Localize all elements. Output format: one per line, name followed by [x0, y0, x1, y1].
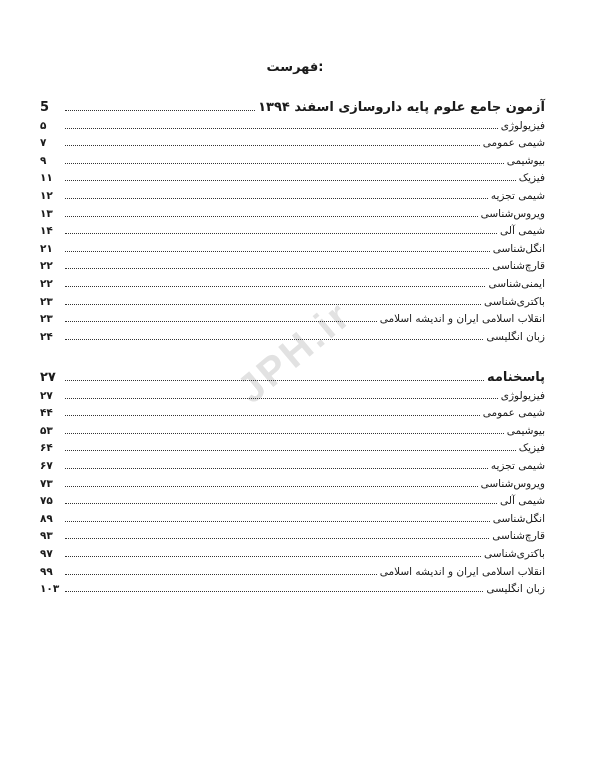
toc-entry-label: انقلاب اسلامی ایران و اندیشه اسلامی: [379, 313, 545, 326]
toc-entry-page: ۱۱: [40, 172, 53, 185]
toc-list: [40, 114, 545, 343]
toc-entry: [40, 419, 545, 437]
toc-entry-page: ۱۰۳: [40, 583, 60, 596]
dot-leader: [65, 163, 504, 164]
dot-leader: [65, 503, 497, 504]
dot-leader: [65, 145, 480, 146]
toc-entry-page: ۲۱: [40, 242, 53, 255]
toc-entry: [40, 149, 545, 167]
toc-entry: [40, 525, 545, 543]
toc-entry: [40, 437, 545, 455]
toc-entry-label: ویروس‌شناسی: [480, 477, 545, 490]
toc-entry: [40, 114, 545, 132]
toc-entry-label: باکتری‌شناسی: [483, 547, 545, 560]
toc-entry: [40, 255, 545, 273]
toc-entry-label: انگل‌شناسی: [492, 512, 545, 525]
toc-entry-page: ۲۳: [40, 295, 53, 308]
dot-leader: [65, 538, 489, 539]
toc-entry-page: ۲۲: [40, 277, 53, 290]
toc-entry-label: بیوشیمی: [506, 424, 545, 437]
dot-leader: [65, 450, 516, 451]
toc-entry-page: ۵۳: [40, 424, 53, 437]
toc-entry-label: باکتری‌شناسی: [483, 295, 545, 308]
toc-heading-page: 5: [40, 100, 50, 115]
dot-leader: [65, 433, 504, 434]
toc-entry-label: زبان انگلیسی: [486, 583, 545, 596]
toc-entry: [40, 167, 545, 185]
toc-entry: [40, 132, 545, 150]
dot-leader: [65, 486, 478, 487]
toc-entry-label: شیمی عمومی: [482, 407, 545, 420]
toc-entry-label: فیزیک: [518, 442, 545, 455]
toc-entry: [40, 202, 545, 220]
dot-leader: [65, 233, 497, 234]
toc-entry-label: زبان انگلیسی: [486, 330, 545, 343]
toc-entry-label: شیمی عمومی: [482, 137, 545, 150]
toc-entry-page: ۲۳: [40, 313, 53, 326]
toc-entry: [40, 472, 545, 490]
toc-entry-label: فیزیولوژی: [500, 389, 545, 402]
dot-leader: [65, 339, 483, 340]
toc-entry-page: ۶۴: [40, 442, 53, 455]
dot-leader: [65, 251, 490, 252]
toc-entry-page: ۹۹: [40, 565, 53, 578]
dot-leader: [65, 521, 490, 522]
dot-leader: [65, 468, 488, 469]
toc-entry-label: انگل‌شناسی: [492, 242, 545, 255]
toc-entry-page: ۹: [40, 154, 47, 167]
toc-entry-page: ۴۴: [40, 407, 53, 420]
toc-entry: [40, 490, 545, 508]
dot-leader: [65, 574, 377, 575]
toc-entry-page: ۶۷: [40, 459, 53, 472]
dot-leader: [65, 216, 478, 217]
dot-leader: [65, 180, 516, 181]
toc-heading: [40, 92, 545, 114]
toc-list: [40, 384, 545, 595]
toc-entry: [40, 220, 545, 238]
toc-entry: [40, 542, 545, 560]
toc-entry-label: قارچ‌شناسی: [492, 530, 545, 543]
toc-entry-label: فیزیک: [518, 172, 545, 185]
toc-entry-page: ۹۷: [40, 547, 53, 560]
toc-entry: [40, 237, 545, 255]
toc-section-answers: [40, 362, 545, 595]
toc-entry: [40, 402, 545, 420]
dot-leader: [65, 556, 481, 557]
toc-entry: [40, 290, 545, 308]
toc-entry-label: قارچ‌شناسی: [492, 260, 545, 273]
watermark: JPH.ir: [229, 292, 360, 412]
toc-entry-page: ۲۲: [40, 260, 53, 273]
dot-leader: [65, 286, 485, 287]
toc-heading: [40, 362, 545, 384]
toc-entry-page: ۷۵: [40, 495, 53, 508]
toc-entry-page: ۷۳: [40, 477, 53, 490]
toc-heading-page: ۲۷: [40, 370, 56, 385]
toc-entry-page: ۵: [40, 119, 47, 132]
dot-leader: [65, 591, 483, 592]
dot-leader: [65, 415, 480, 416]
page-title: فهرست:: [266, 60, 324, 75]
dot-leader: [65, 128, 498, 129]
toc-entry-label: ایمنی‌شناسی: [488, 277, 545, 290]
toc-entry: [40, 578, 545, 596]
toc-entry-page: ۱۴: [40, 225, 53, 238]
toc-entry: [40, 384, 545, 402]
toc-entry: [40, 272, 545, 290]
toc-entry-label: شیمی تجزیه: [490, 459, 545, 472]
toc-entry-page: ۲۴: [40, 330, 53, 343]
dot-leader: [65, 198, 488, 199]
toc-entry: [40, 454, 545, 472]
toc-entry-label: شیمی تجزیه: [490, 189, 545, 202]
dot-leader: [65, 321, 377, 322]
toc-entry: [40, 184, 545, 202]
toc-entry-page: ۱۲: [40, 189, 53, 202]
toc-entry: [40, 507, 545, 525]
toc-entry: [40, 560, 545, 578]
toc-entry: [40, 325, 545, 343]
toc-entry: [40, 308, 545, 326]
toc-entry-label: بیوشیمی: [506, 154, 545, 167]
toc-entry-page: ۹۳: [40, 530, 53, 543]
toc-entry-page: ۲۷: [40, 389, 53, 402]
toc-section-exam: [40, 92, 545, 343]
toc-entry-label: فیزیولوژی: [500, 119, 545, 132]
dot-leader: [65, 268, 489, 269]
toc-entry-page: ۱۳: [40, 207, 53, 220]
toc-heading-label: آزمون جامع علوم پایه داروسازی اسفند ۱۳۹۴: [258, 100, 545, 115]
toc-entry-label: انقلاب اسلامی ایران و اندیشه اسلامی: [379, 565, 545, 578]
dot-leader: [65, 380, 484, 381]
toc-entry-label: شیمی آلی: [500, 495, 545, 508]
toc-entry-label: ویروس‌شناسی: [480, 207, 545, 220]
dot-leader: [65, 398, 498, 399]
toc-entry-page: ۸۹: [40, 512, 53, 525]
dot-leader: [65, 110, 255, 111]
toc-entry-page: ۷: [40, 137, 47, 150]
dot-leader: [65, 304, 481, 305]
toc-heading-label: پاسخنامه: [486, 370, 545, 385]
toc-entry-label: شیمی آلی: [500, 225, 545, 238]
